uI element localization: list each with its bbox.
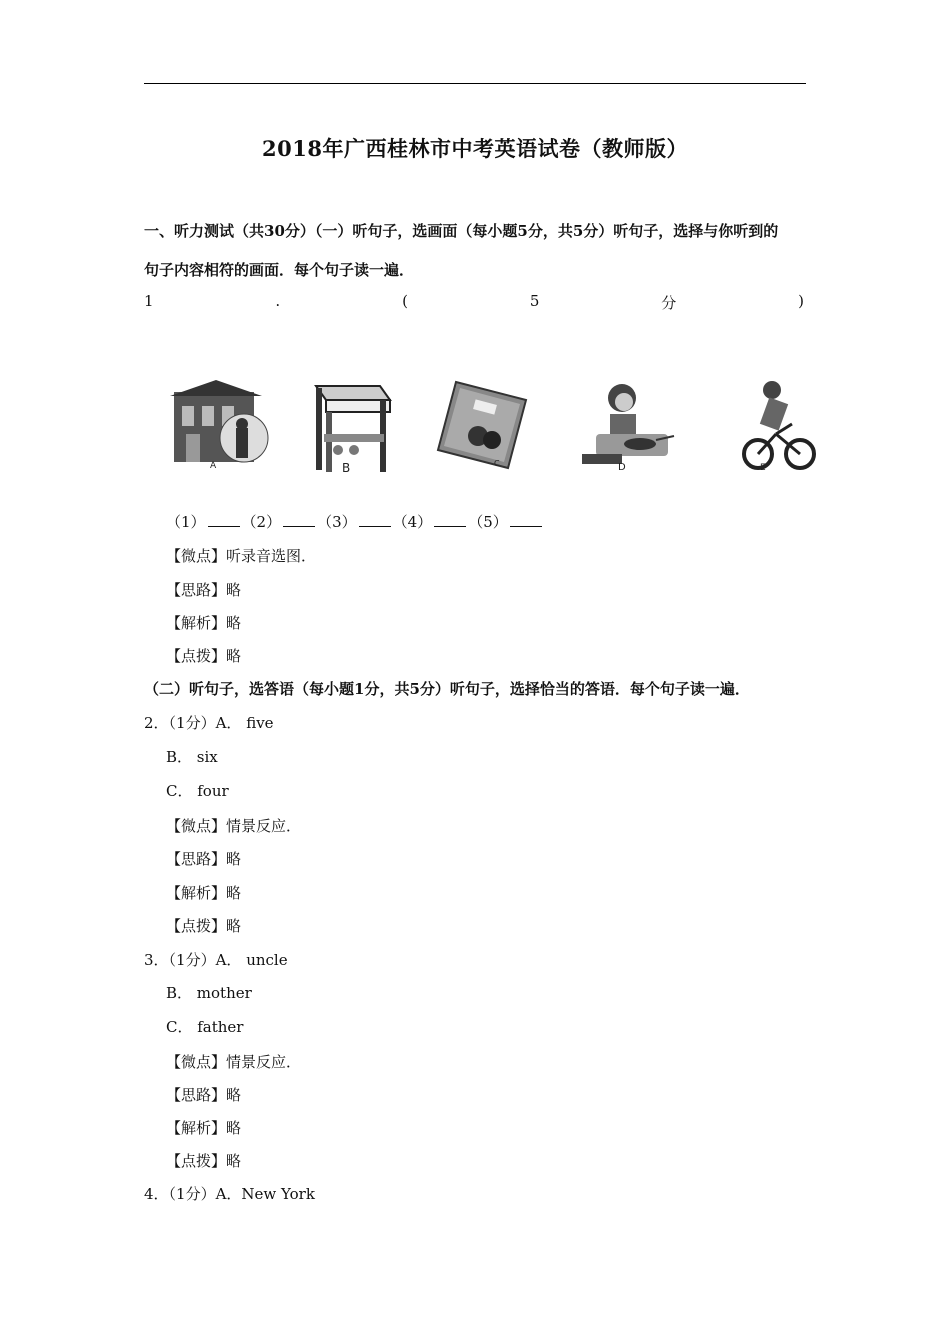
answer-label-2: （2） xyxy=(241,513,282,531)
q1-stem xyxy=(144,292,804,313)
answer-blank-4[interactable] xyxy=(434,512,466,527)
picture-a-letter: A xyxy=(210,461,217,470)
q1-score: 5 xyxy=(529,292,540,310)
q1-weidian: 【微点】听录音选图． xyxy=(166,547,317,565)
q2-dianbo: 【点拨】略 xyxy=(166,917,242,935)
q1-number: 1 xyxy=(144,292,154,310)
answer-blank-1[interactable] xyxy=(208,512,240,527)
answer-label-4: （4） xyxy=(392,513,433,531)
picture-d-letter: D xyxy=(618,462,626,473)
q3-weidian: 【微点】情景反应． xyxy=(166,1053,302,1071)
q1-paren-open: ( xyxy=(402,292,408,310)
q1-dot: . xyxy=(275,292,281,310)
q1-dianbo: 【点拨】略 xyxy=(166,647,242,665)
picture-e-cyclist xyxy=(742,378,816,474)
picture-e-letter: E xyxy=(760,463,766,473)
picture-c-letter: C xyxy=(494,459,500,468)
q2-weidian: 【微点】情景反应． xyxy=(166,817,302,835)
q2-option-b: B． six xyxy=(166,748,218,766)
q3-stem: 3．（1分）A． uncle xyxy=(144,951,288,969)
page-title: 2018年广西桂林市中考英语试卷（教师版） xyxy=(262,136,688,161)
picture-c-book xyxy=(434,378,530,472)
q2-stem: 2．（1分）A． five xyxy=(144,714,274,732)
q2-jiexi: 【解析】略 xyxy=(166,884,242,902)
q3-jiexi: 【解析】略 xyxy=(166,1119,242,1137)
picture-b-desk xyxy=(310,378,396,476)
answer-label-5: （5） xyxy=(468,513,508,531)
q2-silu: 【思路】略 xyxy=(166,850,242,868)
picture-a-house xyxy=(166,378,272,470)
answer-label-3: （3） xyxy=(317,513,357,531)
answer-blank-5[interactable] xyxy=(510,512,542,527)
q3-option-c: C． father xyxy=(166,1018,244,1036)
q3-option-b: B． mother xyxy=(166,984,252,1002)
section2-heading: （二）听句子，选答语（每小题1分，共5分）听句子，选择恰当的答语．每个句子读一遍． xyxy=(144,680,750,698)
q1-score-unit: 分 xyxy=(661,294,677,312)
q3-dianbo: 【点拨】略 xyxy=(166,1152,242,1170)
q1-answer-blanks xyxy=(166,512,544,532)
picture-d-cooking-girl xyxy=(574,378,676,474)
section1-heading-line1: 一、听力测试（共30分）（一）听句子，选画面（每小题5分，共5分）听句子，选择与你听到的 xyxy=(144,222,779,240)
q1-silu: 【思路】略 xyxy=(166,581,242,599)
answer-label-1: （1） xyxy=(166,513,206,531)
q3-silu: 【思路】略 xyxy=(166,1086,242,1104)
section1-heading-line2: 句子内容相符的画面．每个句子读一遍． xyxy=(144,261,415,279)
answer-blank-2[interactable] xyxy=(283,512,315,527)
q1-paren-close: ) xyxy=(798,292,804,310)
header-rule xyxy=(144,83,806,84)
q4-stem: 4．（1分）A．New York xyxy=(144,1185,315,1203)
q1-jiexi: 【解析】略 xyxy=(166,614,242,632)
picture-b-letter: B xyxy=(342,461,351,475)
answer-blank-3[interactable] xyxy=(359,512,391,527)
q2-option-c: C． four xyxy=(166,782,229,800)
